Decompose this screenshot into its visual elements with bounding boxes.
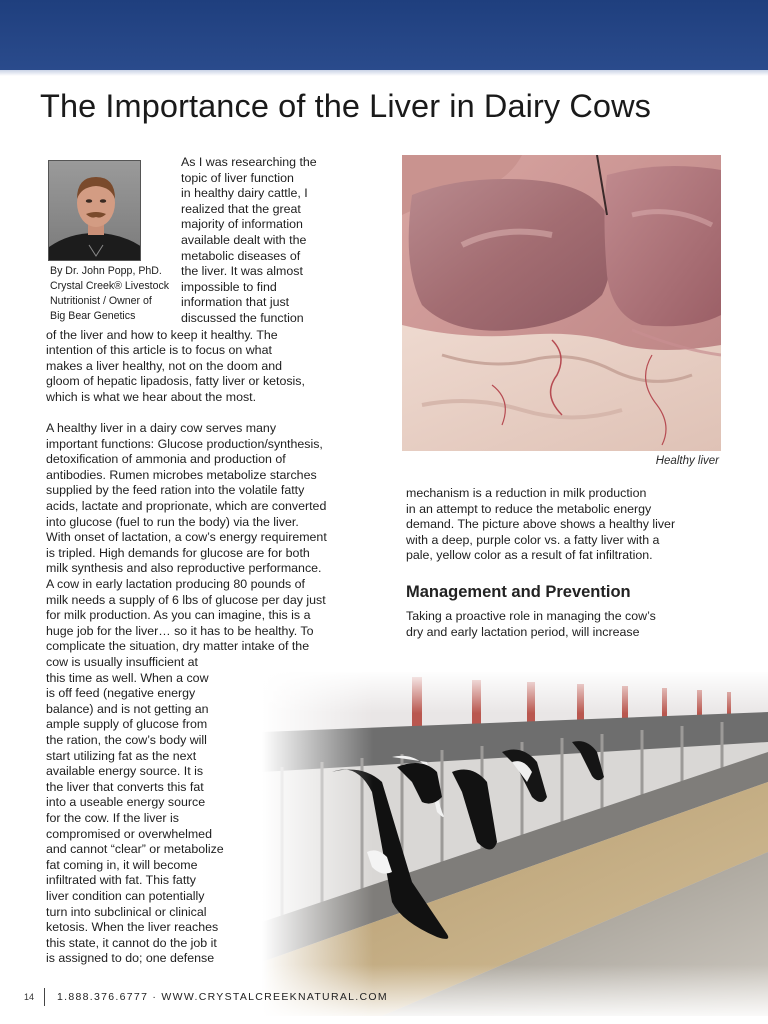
header-band xyxy=(0,0,768,70)
body-line: available energy source. It is xyxy=(46,764,204,779)
body-line: into a useable energy source xyxy=(46,795,206,810)
body-line: which is what we hear about the most. xyxy=(46,390,257,404)
barn-photo xyxy=(262,672,768,1016)
footer-contact: 1.888.376.6777 · WWW.CRYSTALCREEKNATURAL.COM xyxy=(57,991,388,1003)
author-photo xyxy=(48,160,141,261)
body-line: impossible to find xyxy=(181,279,277,294)
body-line: Taking a proactive role in managing the cow’s xyxy=(406,609,656,623)
body-line: discussed the function xyxy=(181,311,304,325)
body-line: is tripled. High demands for glucose are for both xyxy=(46,545,310,560)
byline-line: By Dr. John Popp, PhD. xyxy=(50,265,162,277)
body-line: As I was researching the xyxy=(181,155,317,169)
body-line: topic of liver function xyxy=(181,170,294,185)
body-line: this state, it cannot do the job it xyxy=(46,935,217,950)
body-line: balance) and is not getting an xyxy=(46,701,209,716)
page-footer xyxy=(24,986,388,1008)
section-heading: Management and Prevention xyxy=(406,583,631,601)
body-line: realized that the great xyxy=(181,201,301,216)
body-line: infiltrated with fat. This fatty xyxy=(46,873,196,888)
body-line: gloom of hepatic lipadosis, fatty liver or ketosis, xyxy=(46,374,305,389)
body-line: milk needs a supply of 6 lbs of glucose per day just xyxy=(46,592,326,607)
body-line: ample supply of glucose from xyxy=(46,717,208,732)
body-line: with a deep, purple color vs. a fatty liver with a xyxy=(406,532,660,547)
body-line: acids, lactate and proprionate, which are converted xyxy=(46,499,327,513)
body-line: the liver. It was almost xyxy=(181,264,303,279)
body-line: A cow in early lactation producing 80 pounds of xyxy=(46,577,305,591)
author-portrait-illustration xyxy=(49,161,141,261)
body-line: pale, yellow color as a result of fat infiltration. xyxy=(406,548,653,563)
body-line: fat coming in, it will become xyxy=(46,857,198,872)
body-line: the liver that converts this fat xyxy=(46,779,204,794)
healthy-liver-illustration xyxy=(402,155,721,451)
body-line: antibodies. Rumen microbes metabolize starches xyxy=(46,467,317,482)
body-line: cow is usually insufficient at xyxy=(46,655,198,669)
dairy-barn-illustration xyxy=(262,672,768,1016)
body-line: A healthy liver in a dairy cow serves many xyxy=(46,421,277,435)
body-line: metabolic diseases of xyxy=(181,248,301,263)
body-line: the ration, the cow’s body will xyxy=(46,733,207,747)
body-line: With onset of lactation, a cow’s energy requirement xyxy=(46,530,327,545)
body-line: for the cow. If the liver is xyxy=(46,811,179,825)
body-line: into glucose (fuel to run the body) via the liver. xyxy=(46,514,299,529)
author-byline xyxy=(50,264,169,324)
body-line: supplied by the feed ration into the volatile fatty xyxy=(46,483,305,498)
body-line: milk synthesis and also reproductive performance. xyxy=(46,561,322,576)
body-line: is off feed (negative energy xyxy=(46,686,196,701)
body-line: and cannot “clear” or metabolize xyxy=(46,842,224,857)
body-line: demand. The picture above shows a healthy liver xyxy=(406,517,676,532)
byline-line: Crystal Creek® Livestock xyxy=(50,280,170,292)
body-line: of the liver and how to keep it healthy. The xyxy=(46,327,278,342)
byline-line: Big Bear Genetics xyxy=(50,310,136,322)
body-line: is assigned to do; one defense xyxy=(46,951,215,966)
body-line: important functions: Glucose production/synthesis, xyxy=(46,436,323,451)
body-line: for milk production. As you can imagine, this is a xyxy=(46,608,311,623)
body-line: detoxification of ammonia and production of xyxy=(46,452,286,467)
article-title: The Importance of the Liver in Dairy Cows xyxy=(40,88,652,124)
body-line: complicate the situation, dry matter intake of the xyxy=(46,639,310,654)
body-line: compromised or overwhelmed xyxy=(46,826,212,841)
byline-line: Nutritionist / Owner of xyxy=(50,295,152,307)
body-line: liver condition can potentially xyxy=(46,889,205,903)
header-band-edge xyxy=(0,70,768,76)
liver-photo xyxy=(402,155,721,451)
body-line: information that just xyxy=(181,295,290,310)
body-line: intention of this article is to focus on what xyxy=(46,343,272,358)
body-line: mechanism is a reduction in milk production xyxy=(406,486,647,500)
body-line: this time as well. When a cow xyxy=(46,670,209,685)
body-line: majority of information xyxy=(181,217,303,232)
liver-caption: Healthy liver xyxy=(655,455,719,467)
body-line: in an attempt to reduce the metabolic energy xyxy=(406,501,652,516)
body-line: in healthy dairy cattle, I xyxy=(181,186,308,201)
body-line: ketosis. When the liver reaches xyxy=(46,920,219,935)
body-line: makes a liver healthy, not on the doom and xyxy=(46,358,283,373)
body-line: available dealt with the xyxy=(181,233,307,247)
body-line: dry and early lactation period, will increase xyxy=(406,624,640,639)
footer-divider xyxy=(44,988,45,1006)
body-line: huge job for the liver… so it has to be healthy. To xyxy=(46,623,314,638)
body-line: start utilizing fat as the next xyxy=(46,748,197,763)
body-line: turn into subclinical or clinical xyxy=(46,904,207,919)
page-number: 14 xyxy=(24,992,35,1002)
